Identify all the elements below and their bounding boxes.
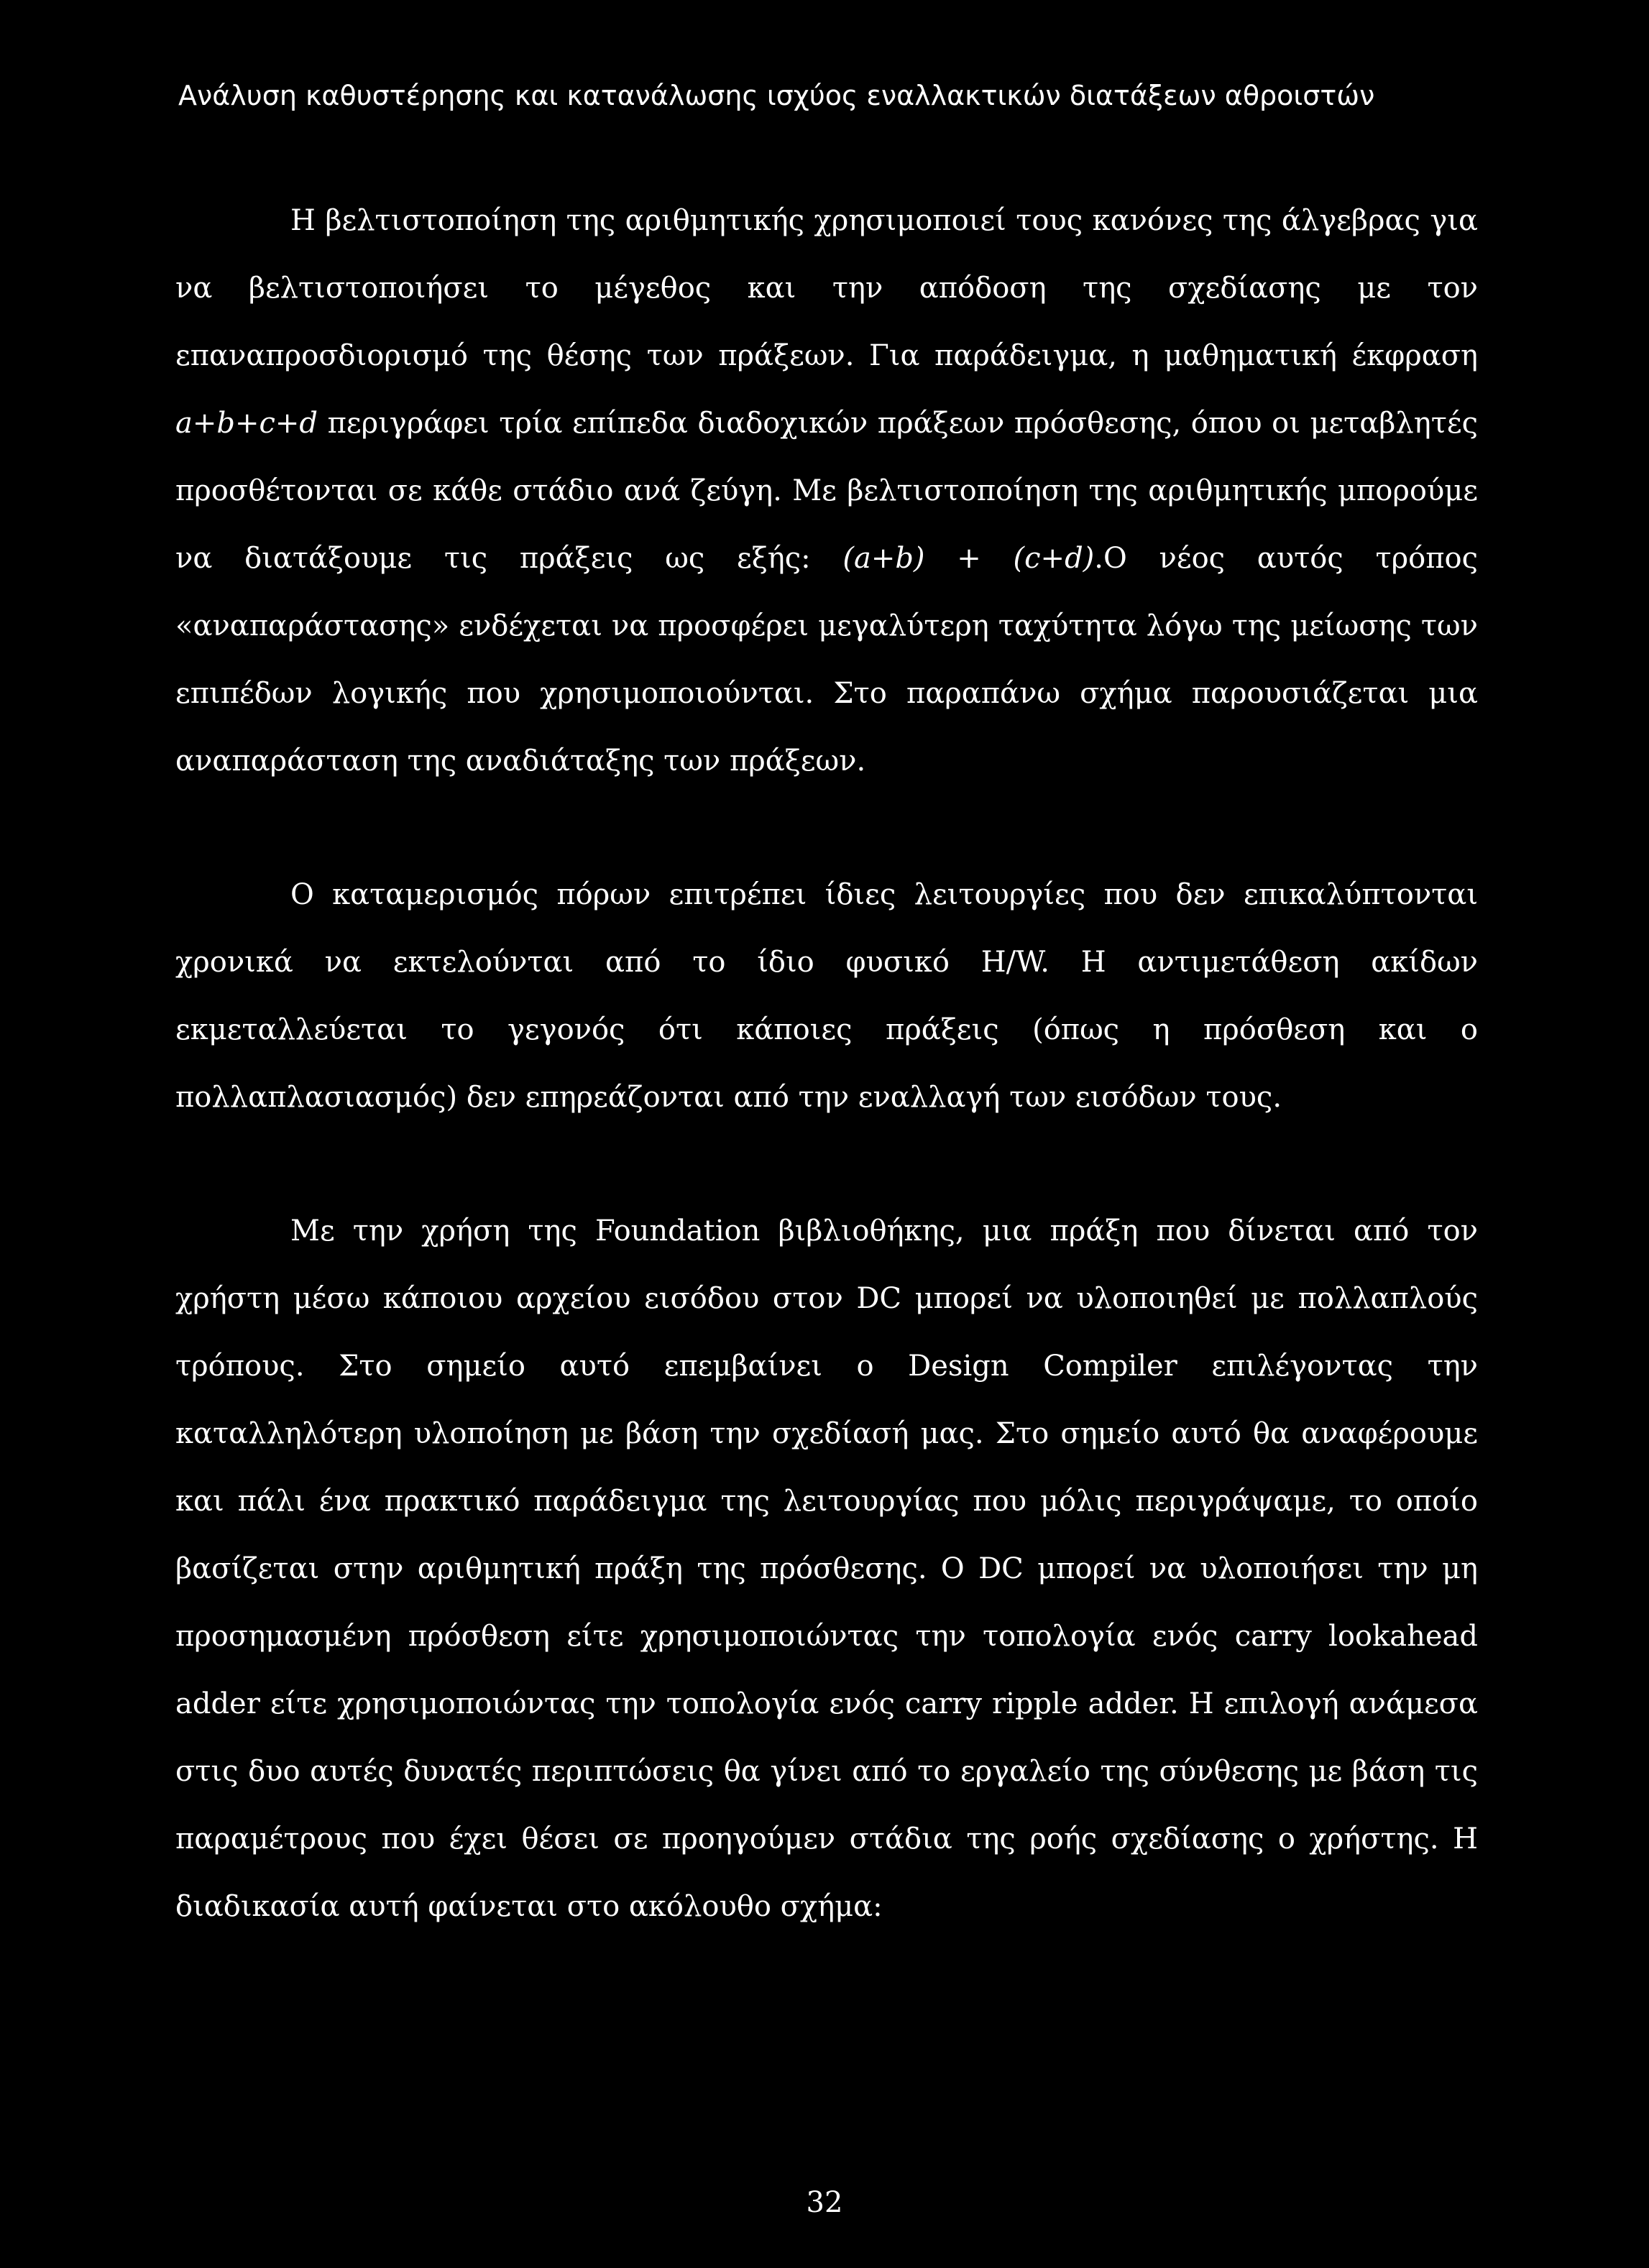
paragraph-arithmetic-optimization <box>175 187 1478 795</box>
paragraph-1-text-b: περιγράφει τρία επίπεδα διαδοχικών πράξεων πρόσθεσης, όπου οι μεταβλητές προσθέτονται σε κάθε στάδιο ανά ζεύγη. Με βελτιστοποίηση της αριθμητικής μπορούμε να διατάξουμε τις πράξεις ως εξής: <box>175 407 1478 575</box>
document-body <box>175 187 1478 1940</box>
paragraph-1-text-a: Η βελτιστοποίηση της αριθμητικής χρησιμοποιεί τους κανόνες της άλγεβρας για να βελτιστοποιήσει το μέγεθος και την απόδοση της σχεδίασης με τον επαναπροσδιορισμό της θέσης των πράξεων. Για παράδειγμα, η μαθηματική έκφραση <box>175 204 1478 372</box>
page-number: 32 <box>806 2186 843 2219</box>
expression-a-b-c-d: a+b+c+d <box>175 407 318 440</box>
expression-grouped-sum: (a+b) + (c+d) <box>842 542 1095 575</box>
running-header: Ανάλυση καθυστέρησης και κατανάλωσης ισχύος εναλλακτικών διατάξεων αθροιστών <box>178 80 1375 111</box>
paragraph-foundation-library: Με την χρήση της Foundation βιβλιοθήκης, μια πράξη που δίνεται από τον χρήστη μέσω κάποιου αρχείου εισόδου στον DC μπορεί να υλοποιηθεί με πολλαπλούς τρόπους. Στο σημείο αυτό επεμβαίνει ο Design Compiler επιλέγοντας την καταλληλότερη υλοποίηση με βάση την σχεδίασή μας. Στο σημείο αυτό θα αναφέρουμε και πάλι ένα πρακτικό παράδειγμα της λειτουργίας που μόλις περιγράψαμε, το οποίο βασίζεται στην αριθμητική πράξη της πρόσθεσης. Ο DC μπορεί να υλοποιήσει την μη προσημασμένη πρόσθεση είτε χρησιμοποιώντας την τοπολογία ενός carry lookahead adder είτε χρησιμοποιώντας την τοπολογία ενός carry ripple adder. Η επιλογή ανάμεσα στις δυο αυτές δυνατές περιπτώσεις θα γίνει από το εργαλείο της σύνθεσης με βάση τις παραμέτρους που έχει θέσει σε προηγούμεν στάδια της ροής σχεδίασης ο χρήστης. Η διαδικασία αυτή φαίνεται στο ακόλουθο σχήμα: <box>175 1214 1478 1923</box>
paragraph-1-text-c: .Ο νέος αυτός τρόπος «αναπαράστασης» ενδέχεται να προσφέρει μεγαλύτερη ταχύτητα λόγω της μείωσης των επιπέδων λογικής που χρησιμοποιούνται. Στο παραπάνω σχήμα παρουσιάζεται μια αναπαράσταση της αναδιάταξης των πράξεων. <box>175 542 1478 778</box>
paragraph-resource-sharing: Ο καταμερισμός πόρων επιτρέπει ίδιες λειτουργίες που δεν επικαλύπτονται χρονικά να εκτελούνται από το ίδιο φυσικό H/W. Η αντιμετάθεση ακίδων εκμεταλλεύεται το γεγονός ότι κάποιες πράξεις (όπως η πρόσθεση και ο πολλαπλασιασμός) δεν επηρεάζονται από την εναλλαγή των εισόδων τους. <box>175 878 1478 1114</box>
